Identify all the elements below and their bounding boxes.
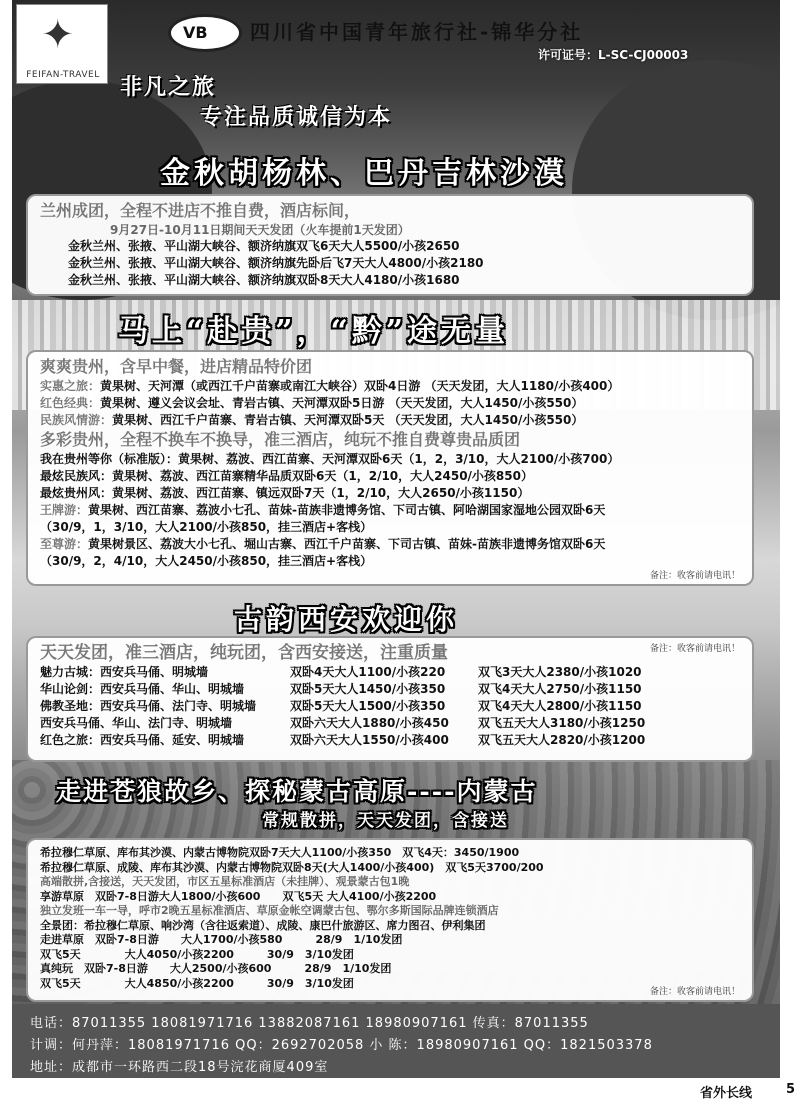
tour-line: 最炫民族风：黄果树、荔波、西江苗寨精华品质双卧6天（1，2/10，大人2450/小孩850） xyxy=(40,469,533,483)
tour-line: 全景团：希拉穆仁草原、响沙湾（含往返索道）、成陵、康巴什旅游区、席力图召、伊利集团 xyxy=(40,918,486,932)
tour-line: 民族风情游：黄果树、西江千户苗寨、青岩古镇、天河潭双卧5天 （天天发团，大人1450/小孩550） xyxy=(40,413,584,427)
tour-line: 王牌游：黄果树、西江苗寨、荔波小七孔、苗妹-苗族非遗博务馆、下司古镇、阿哈湖国家湿地公园双卧6天 xyxy=(40,503,606,517)
tour-line: 金秋兰州、张掖、平山湖大峡谷、额济纳旗先卧后飞7天大人4800/小孩2180 xyxy=(68,256,484,270)
section-headline: 兰州成团，全程不进店不推自费，酒店标间， xyxy=(40,201,361,220)
tour-line: 红色经典：黄果树、遵义会议会址、青岩古镇、天河潭双卧5日游 （天天发团，大人1450/小孩550） xyxy=(40,396,584,410)
section-box-gansu xyxy=(26,194,754,296)
section-banner-gansu: 金秋胡杨林、巴丹吉林沙漠 xyxy=(160,156,568,191)
tour-line: 双飞5天 大人4050/小孩2200 30/9 3/10发团 xyxy=(40,947,354,961)
tour-line: 高端散拼,含接送，天天发团，市区五星标准酒店（未挂牌）、观景蒙古包1晚 xyxy=(40,875,410,888)
tour-line: 走进草原 双卧7-8日游 大人1700/小孩580 28/9 1/10发团 xyxy=(40,933,403,946)
contact-address: 地址：成都市一环路西二段18号浣花商厦409室 xyxy=(30,1060,329,1075)
table-row: 华山论剑：西安兵马俑、华山、明城墙 双卧5天大人1450/小孩350 双飞4天大人2750/小孩1150 xyxy=(40,682,642,696)
tour-line: 金秋兰州、张掖、平山湖大峡谷、额济纳旗双飞6天大人5500/小孩2650 xyxy=(68,239,460,253)
logo-text: FEIFAN-TRAVEL xyxy=(26,70,100,80)
tour-line: 金秋兰州、张掖、平山湖大峡谷、额济纳旗双卧8天大人4180/小孩1680 xyxy=(68,273,460,287)
section-headline: 天天发团，准三酒店，纯玩团，含西安接送，注重质量 xyxy=(40,643,448,663)
tour-line: 双飞5天 大人4850/小孩2200 30/9 3/10发团 xyxy=(40,976,354,990)
tour-line: （30/9，2，4/10，大人2450/小孩850，挂三酒店+客栈） xyxy=(40,554,373,568)
section-note: 备注：收客前请电讯！ xyxy=(649,571,740,581)
license-number: 许可证号：L-SC-CJ00003 xyxy=(538,48,689,62)
section-box-xian xyxy=(26,636,754,762)
tour-line: 希拉穆仁草原、库布其沙漠、内蒙古博物院双卧7天大人1100/小孩350 双飞4天：3450/1900 xyxy=(40,846,520,859)
tour-line: 独立发班一车一导，呼市2晚五星标准酒店、草原金帐空调蒙古包、鄂尔多斯国际品牌连锁酒店 xyxy=(40,904,499,917)
table-row: 佛教圣地：西安兵马俑、法门寺、明城墙 双卧5天大人1500/小孩350 双飞4天大人2800/小孩1150 xyxy=(40,699,642,713)
table-row: 红色之旅：西安兵马俑、延安、明城墙 双卧六天大人1550/小孩400 双飞五天大人2820/小孩1200 xyxy=(40,733,646,747)
tour-line: 真纯玩 双卧7-8日游 大人2500/小孩600 28/9 1/10发团 xyxy=(40,962,392,975)
section-box-guizhou xyxy=(26,350,754,586)
tour-line: 我在贵州等你（标准版）：黄果树、荔波、西江苗寨、天河潭双卧6天（1，2，3/10，大人2100/小孩700） xyxy=(40,452,620,466)
contact-bar xyxy=(12,1004,780,1078)
tour-line: （30/9，1，3/10，大人2100/小孩850，挂三酒店+客栈） xyxy=(40,520,373,534)
section-note: 备注：收客前请电讯！ xyxy=(649,644,740,654)
page-number: 5 xyxy=(786,1082,796,1097)
section-subline: 9月27日-10月11日期间天天发团（火车提前1天发团） xyxy=(110,223,410,237)
tour-line: 享游草原 双卧7-8日游大人1800/小孩600 双飞5天 大人4100/小孩2200 xyxy=(40,889,437,903)
table-row: 西安兵马俑、华山、法门寺、明城墙 双卧六天大人1880/小孩450 双飞五天大人3180/小孩1250 xyxy=(40,716,646,730)
section-headline: 多彩贵州，全程不换车不换导，准三酒店，纯玩不推自费尊贵品质团 xyxy=(40,430,521,449)
contact-planner: 计调：何丹萍：18081971716 QQ：2692702058 小 陈：18980907161 QQ：1821503378 xyxy=(30,1038,653,1053)
tour-line: 最炫贵州风：黄果树、荔波、西江苗寨、镇远双卧7天（1，2/10，大人2650/小孩1150） xyxy=(40,486,530,500)
section-banner-inner-mongolia: 走进苍狼故乡、探秘蒙古高原----内蒙古 xyxy=(56,777,538,806)
slogan-secondary: 专注品质诚信为本 xyxy=(200,105,393,130)
dancing-figure-icon: ✦ xyxy=(41,12,75,58)
agency-name: 四川省中国青年旅行社-锦华分社 xyxy=(250,20,584,44)
tour-line: 至尊游：黄果树景区、荔波大小七孔、堀山古寨、西江千户苗寨、下司古镇、苗妹-苗族非遗博务馆双卧6天 xyxy=(40,537,606,551)
agency-badge-icon: VB xyxy=(168,14,242,52)
section-banner-guizhou: 马上“赴贵”，“黔”途无量 xyxy=(118,314,510,349)
section-headline: 爽爽贵州，含早中餐，进店精品特价团 xyxy=(40,357,313,376)
slogan-primary: 非凡之旅 xyxy=(120,75,217,100)
contact-phone: 电话：87011355 18081971716 13882087161 18980907161 传真：87011355 xyxy=(30,1016,589,1031)
tour-line: 实惠之旅：黄果树、天河潭（或西江千户苗寨或南江大峡谷）双卧4日游 （天天发团，大人1180/小孩400） xyxy=(40,379,620,393)
section-banner-xian: 古韵西安欢迎你 xyxy=(234,603,459,636)
tour-line: 希拉穆仁草原、成陵、库布其沙漠、内蒙古博物院双卧8天(大人1400/小孩400) 双飞5天3700/200 xyxy=(40,860,544,874)
table-row: 魅力古城：西安兵马俑、明城墙 双卧4天大人1100/小孩220 双飞3天大人2380/小孩1020 xyxy=(40,665,642,679)
section-subbanner: 常规散拼，天天发团，含接送 xyxy=(262,811,509,831)
footer-label: 省外长线 xyxy=(700,1086,753,1100)
feifan-logo xyxy=(16,4,108,84)
section-note: 备注：收客前请电讯！ xyxy=(649,987,740,997)
section-box-inner-mongolia xyxy=(26,838,754,1002)
